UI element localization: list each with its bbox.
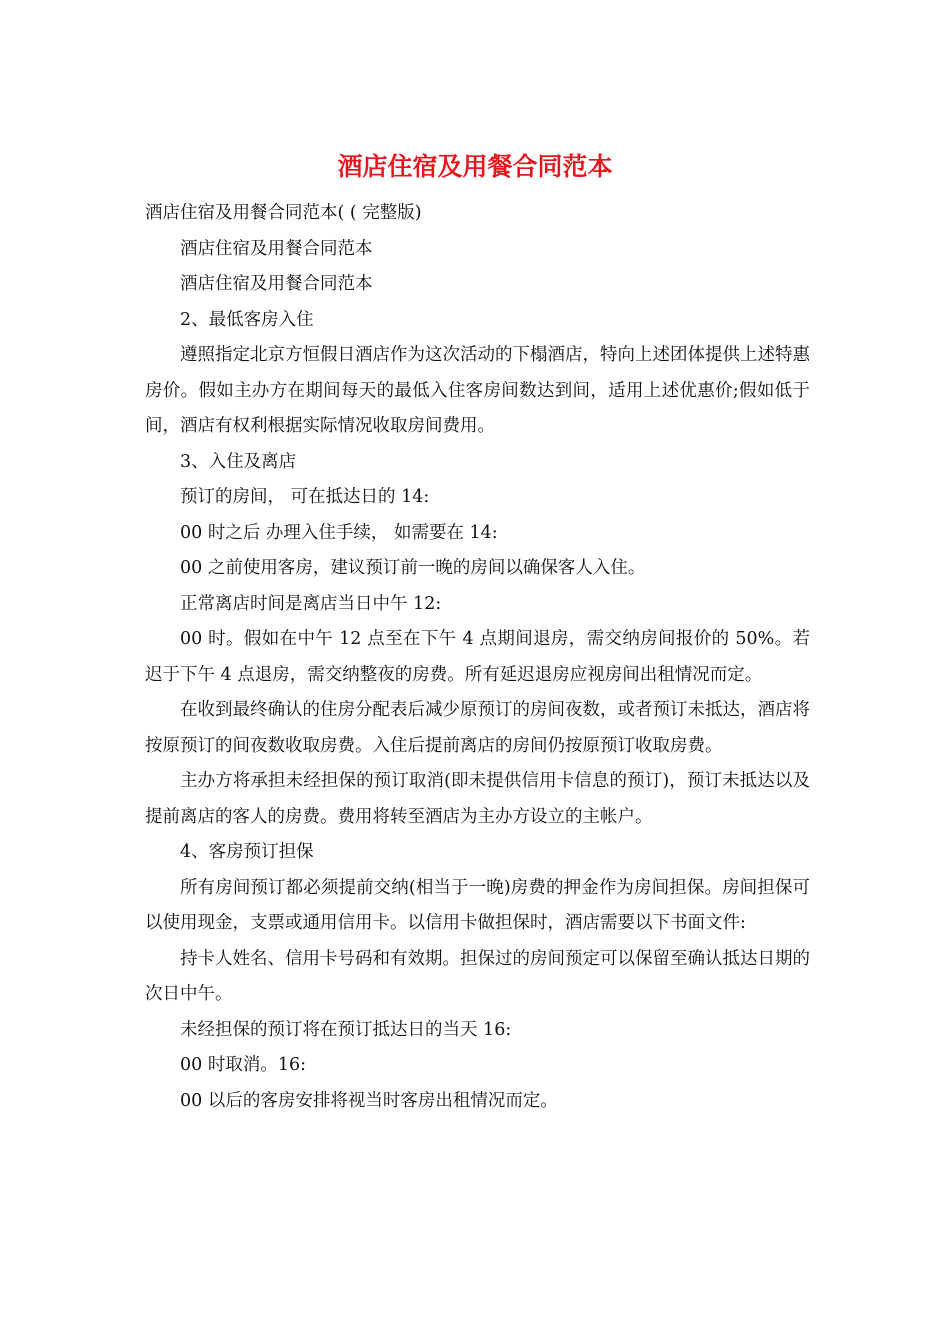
document-paragraph: 酒店住宿及用餐合同范本 [180,238,373,259]
section-heading: 4、客房预订担保 [180,842,314,862]
document-paragraph: 正常离店时间是离店当日中午 12: [180,593,442,614]
section-heading: 2、最低客房入住 [180,309,314,330]
document-body [145,196,810,1119]
document-paragraph: 00 时之后 办理入住手续， 如需要在 14: [180,522,498,543]
document-title: 酒店住宿及用餐合同范本 [337,152,613,181]
document-paragraph: 在收到最终确认的住房分配表后减少原预订的房间夜数，或者预订未抵达，酒店将按原预订的间夜数收取房费。入住后提前离店的房间仍按原预订收取房费。 [145,700,810,756]
document-paragraph: 预订的房间， 可在抵达日的 14: [180,487,430,507]
section-heading: 3、入住及离店 [180,451,297,472]
document-paragraph: 00 以后的客房安排将视当时客房出租情况而定。 [180,1090,558,1111]
document-paragraph: 酒店住宿及用餐合同范本 [180,274,373,294]
document-paragraph: 00 之前使用客房，建议预订前一晚的房间以确保客人入住。 [180,558,646,578]
document-paragraph: 酒店住宿及用餐合同范本( ( 完整版) [145,203,422,223]
document-paragraph: 未经担保的预订将在预订抵达日的当天 16: [180,1019,512,1040]
document-paragraph: 00 时。假如在中午 12 点至在下午 4 点期间退房，需交纳房间报价的 50%。若迟于下午 4 点退房，需交纳整夜的房费。所有延迟退房应视房间出租情况而定。 [145,629,810,685]
document-paragraph: 持卡人姓名、信用卡号码和有效期。担保过的房间预定可以保留至确认抵达日期的次日中午。 [145,948,810,1004]
document-paragraph: 00 时取消。16: [180,1055,306,1075]
document-paragraph: 遵照指定北京方恒假日酒店作为这次活动的下榻酒店，特向上述团体提供上述特惠房价。假如主办方在期间每天的最低入住客房间数达到间，适用上述优惠价;假如低于间，酒店有权利根据实际情况收取房间费用。 [145,345,810,436]
document-paragraph: 主办方将承担未经担保的预订取消(即未提供信用卡信息的预订)，预订未抵达以及提前离店的客人的房费。费用将转至酒店为主办方设立的主帐户。 [145,771,810,827]
document-paragraph: 所有房间预订都必须提前交纳(相当于一晚)房费的押金作为房间担保。房间担保可以使用现金，支票或通用信用卡。以信用卡做担保时，酒店需要以下书面文件: [145,877,810,933]
